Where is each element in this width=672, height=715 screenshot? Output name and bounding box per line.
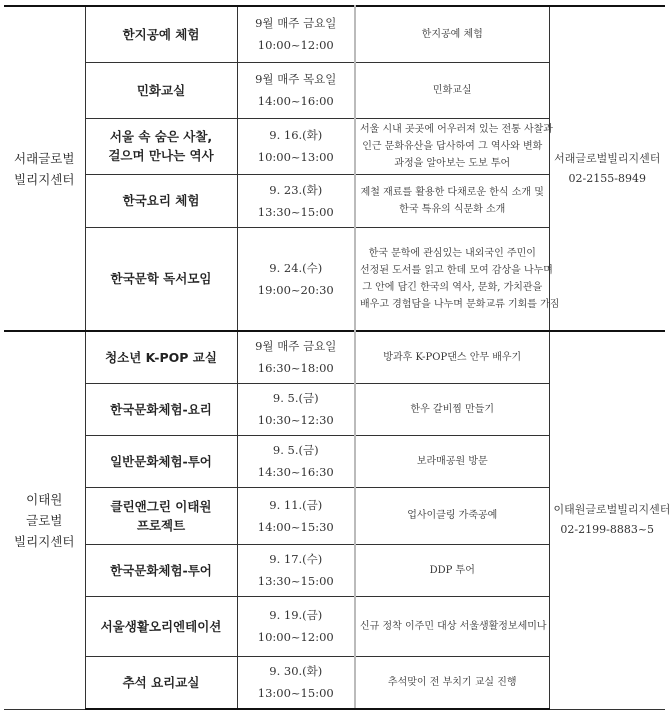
schedule-text: 9월 매주 목요일	[255, 72, 337, 86]
program-name: 한국문학 독서모임	[110, 271, 212, 287]
schedule-text: 10:00~12:00	[257, 630, 334, 644]
program-name: 한국요리 체험	[122, 193, 200, 208]
schedule-cell	[237, 596, 355, 656]
description-text: 업사이클링 가죽공예	[407, 510, 498, 521]
center-name: 빌리지센터	[14, 533, 75, 549]
schedule-text: 9. 11.(금)	[269, 497, 323, 512]
contact-cell	[549, 331, 671, 709]
center-name: 글로벌	[26, 512, 63, 528]
program-name: 클린앤그린 이태원	[110, 498, 212, 514]
center-name-cell	[4, 6, 85, 331]
program-name: 서울생활오리엔테이션	[100, 618, 222, 634]
schedule-text: 9. 30.(화)	[269, 664, 323, 679]
schedule-text: 9. 17.(수)	[269, 552, 323, 566]
schedule-cell	[237, 6, 355, 62]
program-name-cell	[85, 6, 237, 62]
description-text: 신규 정착 이주민 대상 서울생활정보세미나	[360, 620, 547, 632]
schedule-text: 9. 24.(수)	[269, 260, 323, 275]
program-name: 서울 속 숨은 사찰,	[109, 129, 213, 144]
description-cell	[355, 331, 549, 383]
program-name: 추석 요리교실	[122, 674, 200, 690]
program-name-cell	[85, 383, 237, 435]
description-cell	[355, 118, 553, 174]
center-name: 서래글로벌	[14, 150, 75, 166]
description-text: 한국 특유의 식문화 소개	[399, 203, 506, 215]
schedule-text: 14:00~16:00	[257, 94, 334, 108]
description-text: 민화교실	[432, 84, 472, 96]
schedule-cell	[237, 487, 355, 544]
description-cell	[355, 544, 549, 596]
program-name-cell	[85, 544, 237, 596]
schedule-text: 13:30~15:00	[257, 574, 334, 588]
schedule-text: 9. 5.(금)	[272, 443, 319, 457]
description-cell	[355, 227, 560, 331]
schedule-cell	[237, 62, 355, 118]
description-cell	[355, 383, 549, 435]
description-text: 과정을 알아보는 도보 투어	[394, 157, 511, 169]
description-text: 한국 문학에 관심있는 내외국인 주민이	[368, 247, 536, 259]
schedule-text: 10:30~12:30	[257, 413, 334, 427]
program-name-cell	[85, 656, 237, 709]
contact-cell	[549, 6, 665, 331]
schedule-cell	[237, 331, 355, 383]
description-text: 서울 시내 곳곳에 어우러져 있는 전통 사찰과	[360, 123, 553, 135]
description-cell	[355, 596, 549, 656]
program-name-cell	[85, 596, 237, 656]
schedule-text: 14:00~15:30	[257, 519, 334, 534]
description-text: 방과후 K-POP댄스 안무 배우기	[383, 351, 522, 363]
program-name-cell	[85, 227, 237, 331]
schedule-text: 14:30~16:30	[257, 465, 334, 479]
description-cell	[355, 6, 549, 62]
description-cell	[355, 62, 549, 118]
description-cell	[355, 656, 549, 709]
schedule-table	[4, 5, 671, 710]
schedule-text: 9. 19.(금)	[269, 608, 323, 622]
description-cell	[355, 487, 549, 544]
schedule-text: 16:30~18:00	[257, 361, 334, 376]
description-text: 추석맞이 전 부치기 교실 진행	[387, 676, 517, 688]
program-name-cell	[85, 62, 237, 118]
schedule-text: 9. 23.(화)	[269, 182, 323, 197]
program-schedule-table	[4, 5, 671, 710]
description-cell	[355, 435, 549, 487]
program-name: 한국문화체험-요리	[110, 401, 212, 417]
schedule-cell	[237, 435, 355, 487]
program-name: 민화교실	[136, 82, 186, 98]
contact-text: 서래글로벌빌리지센터	[554, 151, 661, 165]
table-row	[4, 6, 665, 62]
center-name: 빌리지센터	[14, 171, 75, 187]
center-name-cell	[4, 331, 85, 709]
schedule-text: 9월 매주 금요일	[255, 339, 337, 354]
schedule-text: 13:30~15:00	[257, 204, 334, 219]
description-text: 선정된 도서를 읽고 한데 모여 감상을 나누며	[360, 264, 553, 276]
program-name: 프로젝트	[136, 517, 186, 533]
schedule-text: 10:00~12:00	[257, 38, 334, 53]
description-cell	[355, 174, 549, 227]
description-text: 그 안에 담긴 한국의 역사, 문화, 가치관을	[362, 281, 543, 293]
table-row	[4, 331, 665, 383]
schedule-text: 9. 16.(화)	[269, 128, 323, 142]
schedule-cell	[237, 544, 355, 596]
description-text: 제철 재료를 활용한 다채로운 한식 소개 및	[360, 186, 544, 198]
schedule-text: 9. 5.(금)	[272, 391, 319, 405]
schedule-cell	[237, 383, 355, 435]
description-text: 배우고 경험담을 나누며 문화교류 기회를 가짐	[360, 298, 560, 310]
program-name-cell	[85, 487, 237, 544]
program-name: 청소년 K-POP 교실	[105, 349, 217, 365]
description-text: 한우 갈비찜 만들기	[410, 403, 495, 415]
description-text: DDP 투어	[429, 564, 475, 576]
schedule-text: 19:00~20:30	[257, 282, 334, 297]
program-name: 한지공예 체험	[122, 26, 200, 42]
schedule-text: 10:00~13:00	[257, 150, 334, 164]
schedule-cell	[237, 227, 355, 331]
schedule-cell	[237, 118, 355, 174]
contact-text: 02-2155-8949	[568, 171, 646, 185]
program-name-cell	[85, 174, 237, 227]
program-name-cell	[85, 118, 237, 174]
contact-text: 이태원글로벌빌리지센터	[553, 503, 671, 517]
description-text: 인근 문화유산을 답사하여 그 역사와 변화	[362, 140, 543, 152]
schedule-text: 9월 매주 금요일	[255, 16, 337, 31]
program-name: 일반문화체험-투어	[110, 453, 212, 469]
program-name-cell	[85, 435, 237, 487]
schedule-cell	[237, 656, 355, 709]
center-name: 이태원	[26, 491, 63, 507]
program-name: 걸으며 만나는 역사	[108, 148, 214, 163]
schedule-cell	[237, 174, 355, 227]
description-text: 보라매공원 방문	[416, 455, 488, 467]
contact-text: 02-2199-8883~5	[560, 523, 655, 537]
program-name-cell	[85, 331, 237, 383]
description-text: 한지공예 체험	[421, 28, 483, 40]
schedule-text: 13:00~15:00	[257, 686, 334, 701]
program-name: 한국문화체험-투어	[110, 562, 212, 578]
